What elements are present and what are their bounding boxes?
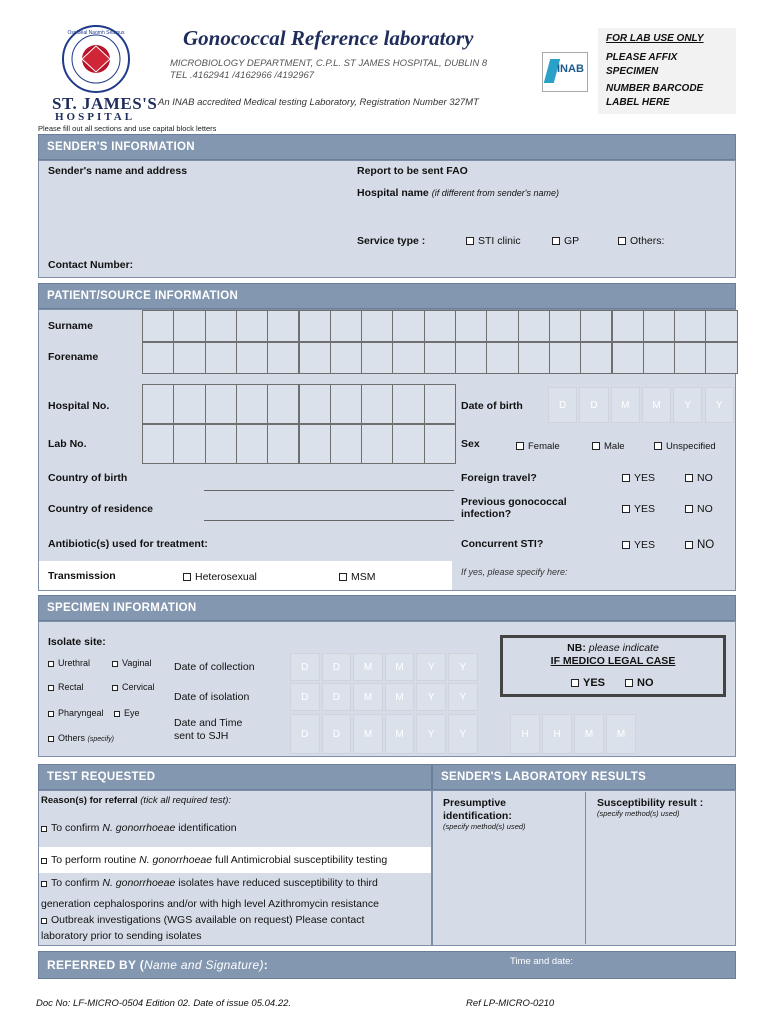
reason-routine-ast[interactable]: To perform routine N. gonorrhoeae full Antimicrobial susceptibility testing xyxy=(41,854,387,866)
cervical-checkbox[interactable]: Cervical xyxy=(112,682,155,692)
checkbox-icon xyxy=(114,711,120,717)
previous-gono-yes[interactable]: YES xyxy=(622,503,655,515)
checkbox-icon xyxy=(685,474,693,482)
date-box[interactable]: Y xyxy=(416,683,446,711)
checkbox-icon xyxy=(183,573,191,581)
forename-grid[interactable] xyxy=(142,342,736,374)
letter-box[interactable] xyxy=(267,310,299,342)
letter-box[interactable] xyxy=(455,342,487,374)
date-box[interactable]: M xyxy=(385,683,415,711)
letter-box[interactable] xyxy=(392,424,424,464)
letter-box[interactable] xyxy=(205,424,237,464)
date-box[interactable]: D xyxy=(290,683,320,711)
msm-checkbox[interactable]: MSM xyxy=(339,571,376,583)
medico-legal-no[interactable]: NO xyxy=(625,677,654,689)
lab-use-line: FOR LAB USE ONLY xyxy=(606,33,704,44)
date-box[interactable]: M xyxy=(353,653,383,681)
country-birth-field[interactable] xyxy=(204,490,454,491)
checkbox-icon xyxy=(41,858,47,864)
checkbox-icon xyxy=(516,442,524,450)
date-box[interactable]: D xyxy=(579,387,608,423)
letter-box[interactable] xyxy=(674,342,706,374)
letter-box[interactable] xyxy=(361,424,393,464)
date-collection-grid[interactable] xyxy=(290,653,480,681)
susceptibility-label: Susceptibility result : xyxy=(597,797,704,809)
vaginal-checkbox[interactable]: Vaginal xyxy=(112,658,151,668)
letter-box[interactable] xyxy=(299,342,331,374)
letter-box[interactable] xyxy=(424,424,456,464)
letter-box[interactable] xyxy=(705,342,737,374)
date-box[interactable]: Y xyxy=(705,387,734,423)
lab-results-header: SENDER'S LABORATORY RESULTS xyxy=(432,764,736,790)
instruction-text: Please fill out all sections and use capital block letters xyxy=(38,124,217,133)
checkbox-icon xyxy=(654,442,662,450)
date-box[interactable]: Y xyxy=(448,714,478,754)
letter-box[interactable] xyxy=(486,310,518,342)
sex-label: Sex xyxy=(461,438,480,450)
date-box[interactable]: H xyxy=(510,714,540,754)
checkbox-icon xyxy=(685,505,693,513)
referred-by-bar[interactable]: REFERRED BY (Name and Signature): xyxy=(38,951,736,979)
hospital-name-label: Hospital name (if different from sender's name) xyxy=(357,187,559,199)
letter-box[interactable] xyxy=(392,342,424,374)
letter-box[interactable] xyxy=(330,424,362,464)
eye-checkbox[interactable]: Eye xyxy=(114,708,140,718)
letter-box[interactable] xyxy=(361,310,393,342)
letter-box[interactable] xyxy=(549,310,581,342)
letter-box[interactable] xyxy=(267,424,299,464)
lab-no-label: Lab No. xyxy=(48,438,87,450)
date-time-sent-label: Date and Time sent to SJH xyxy=(174,717,243,742)
date-box[interactable]: D xyxy=(290,714,320,754)
service-type-label: Service type : xyxy=(357,235,426,247)
date-box[interactable]: M xyxy=(642,387,671,423)
lab-use-line: LABEL HERE xyxy=(606,97,670,108)
reason-outbreak-cont: laboratory prior to sending isolates xyxy=(41,930,202,942)
letter-box[interactable] xyxy=(142,310,174,342)
letter-box[interactable] xyxy=(236,384,268,424)
date-isolation-grid[interactable] xyxy=(290,683,480,711)
checkbox-icon xyxy=(552,237,560,245)
date-box[interactable]: D xyxy=(322,653,352,681)
letter-box[interactable] xyxy=(236,424,268,464)
susceptibility-field[interactable] xyxy=(590,822,734,942)
report-fao-label: Report to be sent FAO xyxy=(357,165,468,177)
letter-box[interactable] xyxy=(330,310,362,342)
isolate-site-label: Isolate site: xyxy=(48,636,106,648)
checkbox-icon xyxy=(466,237,474,245)
checkbox-icon xyxy=(48,736,54,742)
date-box[interactable]: D xyxy=(290,653,320,681)
checkbox-icon xyxy=(625,679,633,687)
unspecified-checkbox[interactable]: Unspecified xyxy=(654,441,716,452)
letter-box[interactable] xyxy=(236,310,268,342)
checkbox-icon xyxy=(622,474,630,482)
letter-box[interactable] xyxy=(455,310,487,342)
svg-text:Ospidéal Naomh Séamus: Ospidéal Naomh Séamus xyxy=(67,30,125,36)
letter-box[interactable] xyxy=(361,384,393,424)
transmission-label: Transmission xyxy=(48,570,116,582)
patient-section-header: PATIENT/SOURCE INFORMATION xyxy=(38,283,736,309)
date-box[interactable]: Y xyxy=(416,714,446,754)
reasons-label: Reason(s) for referral (tick all required test): xyxy=(41,795,232,806)
urethral-checkbox[interactable]: Urethral xyxy=(48,658,90,668)
letter-box[interactable] xyxy=(392,384,424,424)
heterosexual-checkbox[interactable]: Heterosexual xyxy=(183,571,257,583)
if-yes-specify-label: If yes, please specify here: xyxy=(461,567,568,577)
letter-box[interactable] xyxy=(142,342,174,374)
surname-grid[interactable] xyxy=(142,310,736,342)
letter-box[interactable] xyxy=(205,310,237,342)
susceptibility-method-note: (specify method(s) used) xyxy=(597,809,680,818)
country-residence-label: Country of residence xyxy=(48,503,154,515)
foreign-travel-yes[interactable]: YES xyxy=(622,472,655,484)
checkbox-icon xyxy=(622,541,630,549)
reason-outbreak[interactable]: Outbreak investigations (WGS available on request) Please contact xyxy=(41,914,364,926)
date-box[interactable]: M xyxy=(385,714,415,754)
concurrent-sti-yes[interactable]: YES xyxy=(622,539,655,551)
date-box[interactable]: Y xyxy=(416,653,446,681)
letter-box[interactable] xyxy=(518,342,550,374)
reason-confirm-identification[interactable]: To confirm N. gonorrhoeae identification xyxy=(41,822,237,834)
sti-clinic-checkbox[interactable]: STI clinic xyxy=(466,235,521,247)
letter-box[interactable] xyxy=(424,384,456,424)
medico-legal-title: IF MEDICO LEGAL CASE xyxy=(550,655,676,667)
country-birth-label: Country of birth xyxy=(48,472,128,484)
male-checkbox[interactable]: Male xyxy=(592,441,625,452)
checkbox-icon xyxy=(41,881,47,887)
letter-box[interactable] xyxy=(424,342,456,374)
date-box[interactable]: Y xyxy=(448,683,478,711)
letter-box[interactable] xyxy=(299,310,331,342)
country-residence-field[interactable] xyxy=(204,520,454,521)
letter-box[interactable] xyxy=(424,310,456,342)
hospital-logo xyxy=(58,24,134,94)
letter-box[interactable] xyxy=(705,310,737,342)
dob-label: Date of birth xyxy=(461,400,523,412)
letter-box[interactable] xyxy=(580,310,612,342)
checkbox-icon xyxy=(592,442,600,450)
checkbox-icon xyxy=(339,573,347,581)
previous-gono-label: Previous gonococcal infection? xyxy=(461,496,567,520)
date-box[interactable]: M xyxy=(385,653,415,681)
checkbox-icon xyxy=(112,685,118,691)
hospital-no-label: Hospital No. xyxy=(48,400,110,412)
checkbox-icon xyxy=(48,685,54,691)
time-sent-grid[interactable] xyxy=(510,714,638,754)
checkbox-icon xyxy=(571,679,579,687)
surname-label: Surname xyxy=(48,320,93,332)
lab-use-line: PLEASE AFFIX xyxy=(606,52,678,63)
date-box[interactable]: M xyxy=(574,714,604,754)
checkbox-icon xyxy=(41,918,47,924)
rectal-checkbox[interactable]: Rectal xyxy=(48,682,84,692)
date-sent-grid[interactable] xyxy=(290,714,480,754)
letter-box[interactable] xyxy=(612,310,644,342)
foreign-travel-label: Foreign travel? xyxy=(461,472,537,484)
lab-no-grid[interactable] xyxy=(142,424,455,464)
medico-legal-yes[interactable]: YES xyxy=(571,677,605,689)
lab-use-line: SPECIMEN xyxy=(606,66,659,77)
letter-box[interactable] xyxy=(612,342,644,374)
date-box[interactable]: D xyxy=(322,714,352,754)
date-box[interactable]: D xyxy=(548,387,577,423)
date-box[interactable]: D xyxy=(322,683,352,711)
sender-name-address-field[interactable] xyxy=(40,180,340,250)
letter-box[interactable] xyxy=(330,342,362,374)
others-specify-checkbox[interactable]: Others (specify) xyxy=(48,733,114,743)
date-box[interactable]: M xyxy=(611,387,640,423)
letter-box[interactable] xyxy=(330,384,362,424)
medico-legal-note: NB: please indicate xyxy=(567,642,659,654)
time-date-label: Time and date: xyxy=(510,956,574,967)
letter-box[interactable] xyxy=(205,384,237,424)
hospital-subtitle: HOSPITAL xyxy=(55,111,136,123)
letter-box[interactable] xyxy=(205,342,237,374)
reason-reduced-susceptibility-cont: generation cephalosporins and/or with high level Azithromycin resistance xyxy=(41,898,379,910)
test-requested-header: TEST REQUESTED xyxy=(38,764,432,790)
presumptive-label: Presumptive identification: xyxy=(443,797,512,822)
date-box[interactable]: M xyxy=(353,714,383,754)
sender-name-address-label: Sender's name and address xyxy=(48,165,188,177)
letter-box[interactable] xyxy=(643,310,675,342)
forename-label: Forename xyxy=(48,351,99,363)
foreign-travel-no[interactable]: NO xyxy=(685,472,713,484)
concurrent-sti-label: Concurrent STI? xyxy=(461,538,544,550)
letter-box[interactable] xyxy=(142,424,174,464)
checkbox-icon xyxy=(48,711,54,717)
reason-reduced-susceptibility[interactable]: To confirm N. gonorrhoeae isolates have reduced susceptibility to third xyxy=(41,877,378,889)
others-checkbox[interactable]: Others: xyxy=(618,235,664,247)
accreditation-text: An INAB accredited Medical testing Laboratory, Registration Number 327MT xyxy=(158,97,479,108)
letter-box[interactable] xyxy=(173,310,205,342)
letter-box[interactable] xyxy=(643,342,675,374)
letter-box[interactable] xyxy=(299,424,331,464)
date-box[interactable]: H xyxy=(542,714,572,754)
lab-use-line: NUMBER BARCODE xyxy=(606,83,704,94)
department-text: MICROBIOLOGY DEPARTMENT, C.P.L. ST JAMES HOSPITAL, DUBLIN 8 xyxy=(170,58,488,69)
sender-section-header: SENDER'S INFORMATION xyxy=(38,134,736,160)
letter-box[interactable] xyxy=(173,384,205,424)
contact-number-label: Contact Number: xyxy=(48,259,134,271)
checkbox-icon xyxy=(685,541,693,549)
checkbox-icon xyxy=(618,237,626,245)
date-box[interactable]: M xyxy=(606,714,636,754)
date-box[interactable]: M xyxy=(353,683,383,711)
date-isolation-label: Date of isolation xyxy=(174,691,250,703)
lab-use-box[interactable] xyxy=(598,28,736,114)
letter-box[interactable] xyxy=(267,384,299,424)
letter-box[interactable] xyxy=(299,384,331,424)
letter-box[interactable] xyxy=(674,310,706,342)
ref-number: Ref LP-MICRO-0210 xyxy=(466,998,555,1009)
letter-box[interactable] xyxy=(236,342,268,374)
letter-box[interactable] xyxy=(392,310,424,342)
checkbox-icon xyxy=(112,661,118,667)
checkbox-icon xyxy=(622,505,630,513)
checkbox-icon xyxy=(48,661,54,667)
doc-number: Doc No: LF-MICRO-0504 Edition 02. Date of issue 05.04.22. xyxy=(36,998,292,1009)
letter-box[interactable] xyxy=(580,342,612,374)
checkbox-icon xyxy=(41,826,47,832)
letter-box[interactable] xyxy=(361,342,393,374)
letter-box[interactable] xyxy=(142,384,174,424)
letter-box[interactable] xyxy=(518,310,550,342)
letter-box[interactable] xyxy=(173,424,205,464)
inab-logo xyxy=(542,52,588,92)
letter-box[interactable] xyxy=(549,342,581,374)
letter-box[interactable] xyxy=(486,342,518,374)
letter-box[interactable] xyxy=(267,342,299,374)
concurrent-sti-no[interactable]: NO xyxy=(685,539,714,551)
specimen-section-header: SPECIMEN INFORMATION xyxy=(38,595,736,621)
hospital-no-grid[interactable] xyxy=(142,384,455,424)
hospital-name: ST. JAMES'S xyxy=(52,94,158,113)
gp-checkbox[interactable]: GP xyxy=(552,235,579,247)
date-box[interactable]: Y xyxy=(673,387,702,423)
female-checkbox[interactable]: Female xyxy=(516,441,560,452)
previous-gono-no[interactable]: NO xyxy=(685,503,713,515)
page-title: Gonococcal Reference laboratory xyxy=(183,26,474,50)
presumptive-method-note: (specify method(s) used) xyxy=(443,822,526,831)
date-box[interactable]: Y xyxy=(448,653,478,681)
letter-box[interactable] xyxy=(173,342,205,374)
dob-grid[interactable] xyxy=(548,387,736,423)
antibiotics-label: Antibiotic(s) used for treatment: xyxy=(48,538,208,550)
date-collection-label: Date of collection xyxy=(174,661,255,673)
pharyngeal-checkbox[interactable]: Pharyngeal xyxy=(48,708,104,718)
medico-legal-box xyxy=(500,635,726,697)
telephone-text: TEL .4162941 /4162966 /4192967 xyxy=(170,70,315,81)
inab-logo-text: INAB xyxy=(557,63,584,75)
